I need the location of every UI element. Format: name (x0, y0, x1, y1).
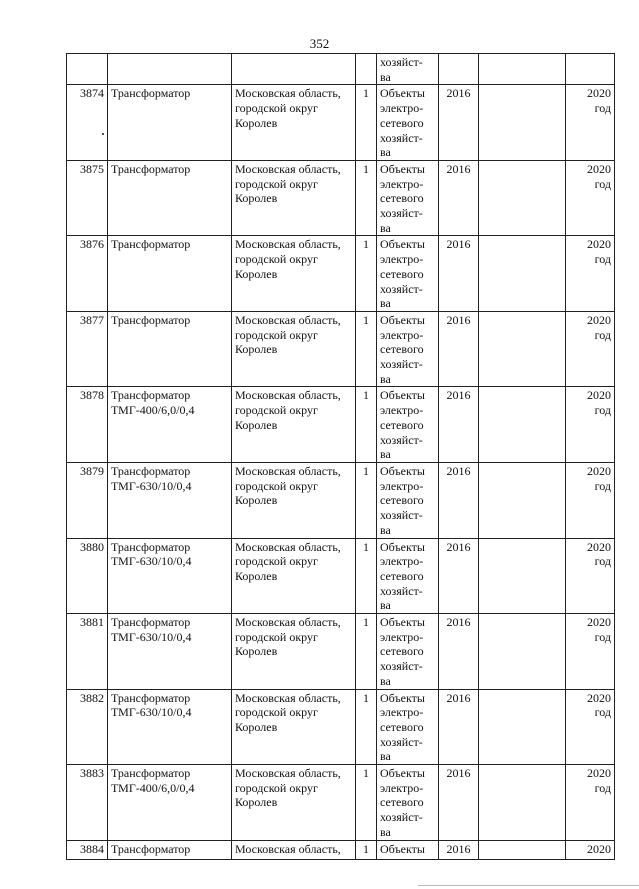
category-line: Объекты (380, 312, 425, 327)
quantity-cell: 1 (356, 689, 377, 765)
period-line: год (594, 780, 611, 795)
location-line: городской округ (235, 629, 318, 644)
name-line: Трансформатор (111, 690, 191, 705)
period-cell (566, 160, 615, 236)
name-line: Трансформатор (111, 539, 191, 554)
category-cell (377, 538, 439, 614)
location-cell (232, 54, 356, 85)
category-line: ва (380, 69, 391, 84)
number-cell: 3877 (67, 311, 108, 387)
category-cell (377, 840, 439, 859)
category-line: Объекты (380, 539, 425, 554)
name-cell (108, 387, 232, 463)
name-cell (108, 85, 232, 161)
name-cell (108, 614, 232, 690)
category-line: электро- (380, 252, 424, 267)
location-line: Московская область, (235, 841, 341, 856)
category-line: хозяйст- (380, 583, 423, 598)
period-line: год (594, 252, 611, 267)
category-line: ва (380, 824, 391, 839)
period-line: год (594, 705, 611, 720)
location-line: Московская область, (235, 539, 341, 554)
blank-cell (479, 538, 566, 614)
category-line: Объекты (380, 841, 425, 856)
quantity-cell: 1 (356, 160, 377, 236)
period-cell (566, 387, 615, 463)
blank-cell (479, 765, 566, 841)
blank-cell (479, 85, 566, 161)
name-cell (108, 462, 232, 538)
category-line: электро- (380, 554, 424, 569)
quantity-cell: 1 (356, 387, 377, 463)
year-cell: 2016 (439, 160, 479, 236)
quantity-cell: 1 (356, 236, 377, 312)
year-cell: 2016 (439, 311, 479, 387)
location-cell (232, 236, 356, 312)
table-row (67, 236, 615, 312)
table-row (67, 85, 615, 161)
quantity-cell (356, 54, 377, 85)
period-line: 2020 (587, 690, 611, 705)
category-line: ва (380, 749, 391, 764)
location-line: городской округ (235, 327, 318, 342)
table-row (67, 689, 615, 765)
location-line: городской округ (235, 780, 318, 795)
number-cell: 3881 (67, 614, 108, 690)
period-line: год (594, 629, 611, 644)
name-cell (108, 689, 232, 765)
location-cell (232, 614, 356, 690)
location-cell (232, 689, 356, 765)
name-line: ТМГ-630/10/0,4 (111, 554, 192, 569)
period-line: год (594, 554, 611, 569)
name-line: ТМГ-400/6,0/0,4 (111, 780, 195, 795)
location-line: Московская область, (235, 690, 341, 705)
category-cell (377, 160, 439, 236)
blank-cell (479, 160, 566, 236)
category-line: сетевого (380, 342, 424, 357)
year-cell: 2016 (439, 614, 479, 690)
period-line: год (594, 176, 611, 191)
category-cell (377, 54, 439, 85)
category-line: электро- (380, 780, 424, 795)
period-line: 2020 (587, 312, 611, 327)
name-line: ТМГ-630/10/0,4 (111, 478, 192, 493)
location-cell (232, 160, 356, 236)
name-line: ТМГ-630/10/0,4 (111, 629, 192, 644)
location-cell (232, 765, 356, 841)
location-line: Королев (235, 266, 278, 281)
page-number: 352 (309, 36, 330, 51)
number-cell: 3876 (67, 236, 108, 312)
location-line: городской округ (235, 554, 318, 569)
period-cell (566, 236, 615, 312)
category-line: ва (380, 522, 391, 537)
location-cell (232, 462, 356, 538)
name-cell (108, 840, 232, 859)
category-line: ва (380, 371, 391, 386)
category-line: сетевого (380, 417, 424, 432)
year-cell: 2016 (439, 462, 479, 538)
location-line: Московская область, (235, 312, 341, 327)
period-cell (566, 840, 615, 859)
period-cell (566, 614, 615, 690)
name-cell (108, 765, 232, 841)
blank-cell (479, 387, 566, 463)
period-line: 2020 (587, 841, 611, 856)
year-cell: 2016 (439, 538, 479, 614)
period-line: 2020 (587, 237, 611, 252)
blank-cell (479, 614, 566, 690)
period-line: 2020 (587, 463, 611, 478)
year-cell: 2016 (439, 840, 479, 859)
category-line: Объекты (380, 237, 425, 252)
location-line: Королев (235, 115, 278, 130)
category-cell (377, 311, 439, 387)
period-line: год (594, 403, 611, 418)
location-line: городской округ (235, 705, 318, 720)
location-line: городской округ (235, 101, 318, 116)
table-row (67, 614, 615, 690)
category-line: сетевого (380, 115, 424, 130)
name-cell (108, 311, 232, 387)
year-cell: 2016 (439, 765, 479, 841)
category-line: сетевого (380, 795, 424, 810)
name-line: ТМГ-630/10/0,4 (111, 705, 192, 720)
category-line: Объекты (380, 388, 425, 403)
category-line: сетевого (380, 266, 424, 281)
location-line: Московская область, (235, 766, 341, 781)
location-line: Королев (235, 568, 278, 583)
category-line: ва (380, 598, 391, 613)
category-cell (377, 462, 439, 538)
scan-speck (102, 133, 104, 135)
blank-cell (479, 462, 566, 538)
name-line: Трансформатор (111, 161, 191, 176)
number-cell: 3883 (67, 765, 108, 841)
period-line: 2020 (587, 161, 611, 176)
category-cell (377, 689, 439, 765)
category-line: ва (380, 220, 391, 235)
period-cell (566, 462, 615, 538)
registry-table (66, 53, 615, 860)
category-line: ва (380, 447, 391, 462)
location-line: Московская область, (235, 615, 341, 630)
table-row (67, 160, 615, 236)
period-line: 2020 (587, 86, 611, 101)
category-line: электро- (380, 176, 424, 191)
name-cell (108, 538, 232, 614)
period-cell (566, 311, 615, 387)
location-line: городской округ (235, 478, 318, 493)
location-line: Королев (235, 342, 278, 357)
period-cell (566, 85, 615, 161)
location-line: городской округ (235, 252, 318, 267)
number-cell (67, 54, 108, 85)
location-line: городской округ (235, 403, 318, 418)
bottom-rule (418, 885, 639, 886)
name-line: Трансформатор (111, 766, 191, 781)
category-line: Объекты (380, 766, 425, 781)
table-row (67, 840, 615, 859)
category-line: сетевого (380, 644, 424, 659)
location-line: городской округ (235, 176, 318, 191)
location-line: Московская область, (235, 237, 341, 252)
number-cell: 3874 (67, 85, 108, 161)
category-line: хозяйст- (380, 432, 423, 447)
location-cell (232, 311, 356, 387)
category-line: электро- (380, 327, 424, 342)
period-line: 2020 (587, 766, 611, 781)
location-line: Московская область, (235, 161, 341, 176)
location-line: Королев (235, 644, 278, 659)
location-cell (232, 840, 356, 859)
category-line: хозяйст- (380, 659, 423, 674)
category-cell (377, 236, 439, 312)
period-line: год (594, 478, 611, 493)
number-cell: 3875 (67, 160, 108, 236)
number-cell: 3880 (67, 538, 108, 614)
name-cell (108, 236, 232, 312)
name-cell (108, 160, 232, 236)
location-line: Королев (235, 191, 278, 206)
category-line: сетевого (380, 493, 424, 508)
name-cell (108, 54, 232, 85)
category-line: Объекты (380, 86, 425, 101)
name-line: Трансформатор (111, 388, 191, 403)
quantity-cell: 1 (356, 85, 377, 161)
blank-cell (479, 840, 566, 859)
year-cell: 2016 (439, 689, 479, 765)
quantity-cell: 1 (356, 538, 377, 614)
quantity-cell: 1 (356, 840, 377, 859)
blank-cell (479, 689, 566, 765)
name-line: Трансформатор (111, 312, 191, 327)
year-cell: 2016 (439, 85, 479, 161)
period-line: год (594, 327, 611, 342)
period-cell (566, 54, 615, 85)
number-cell: 3884 (67, 840, 108, 859)
period-cell (566, 538, 615, 614)
category-line: хозяйст- (380, 810, 423, 825)
year-cell (439, 54, 479, 85)
table-row (67, 311, 615, 387)
period-line: год (594, 101, 611, 116)
name-line: Трансформатор (111, 615, 191, 630)
location-cell (232, 387, 356, 463)
location-line: Королев (235, 719, 278, 734)
category-line: электро- (380, 403, 424, 418)
number-cell: 3878 (67, 387, 108, 463)
quantity-cell: 1 (356, 311, 377, 387)
location-line: Королев (235, 795, 278, 810)
quantity-cell: 1 (356, 765, 377, 841)
blank-cell (479, 311, 566, 387)
location-cell (232, 85, 356, 161)
category-cell (377, 765, 439, 841)
name-line: Трансформатор (111, 463, 191, 478)
category-line: сетевого (380, 191, 424, 206)
category-cell (377, 387, 439, 463)
category-line: хозяйст- (380, 508, 423, 523)
category-line: Объекты (380, 463, 425, 478)
location-line: Королев (235, 493, 278, 508)
table-row (67, 462, 615, 538)
location-line: Московская область, (235, 463, 341, 478)
location-line: Московская область, (235, 388, 341, 403)
table-row-continuation (67, 54, 615, 85)
category-line: электро- (380, 478, 424, 493)
period-line: 2020 (587, 388, 611, 403)
location-line: Московская область, (235, 86, 341, 101)
category-line: сетевого (380, 568, 424, 583)
category-line: хозяйст- (380, 206, 423, 221)
category-line: хозяйст- (380, 734, 423, 749)
category-line: электро- (380, 705, 424, 720)
category-line: ва (380, 296, 391, 311)
category-line: хозяйст- (380, 357, 423, 372)
category-line: хозяйст- (380, 281, 423, 296)
category-line: ва (380, 673, 391, 688)
period-cell (566, 765, 615, 841)
category-line: хозяйст- (380, 130, 423, 145)
category-line: хозяйст- (380, 55, 423, 69)
category-line: Объекты (380, 690, 425, 705)
blank-cell (479, 54, 566, 85)
category-line: электро- (380, 101, 424, 116)
table-row (67, 538, 615, 614)
category-line: сетевого (380, 719, 424, 734)
table-row (67, 765, 615, 841)
location-line: Королев (235, 417, 278, 432)
table-body (67, 54, 615, 860)
category-line: электро- (380, 629, 424, 644)
year-cell: 2016 (439, 236, 479, 312)
category-line: Объекты (380, 615, 425, 630)
category-line: ва (380, 145, 391, 160)
period-line: 2020 (587, 539, 611, 554)
number-cell: 3879 (67, 462, 108, 538)
period-line: 2020 (587, 615, 611, 630)
category-cell (377, 85, 439, 161)
name-line: Трансформатор (111, 237, 191, 252)
category-cell (377, 614, 439, 690)
period-cell (566, 689, 615, 765)
blank-cell (479, 236, 566, 312)
category-line: Объекты (380, 161, 425, 176)
number-cell: 3882 (67, 689, 108, 765)
name-line: Трансформатор (111, 86, 191, 101)
quantity-cell: 1 (356, 462, 377, 538)
quantity-cell: 1 (356, 614, 377, 690)
name-line: ТМГ-400/6,0/0,4 (111, 403, 195, 418)
table-row (67, 387, 615, 463)
year-cell: 2016 (439, 387, 479, 463)
location-cell (232, 538, 356, 614)
name-line: Трансформатор (111, 841, 191, 856)
